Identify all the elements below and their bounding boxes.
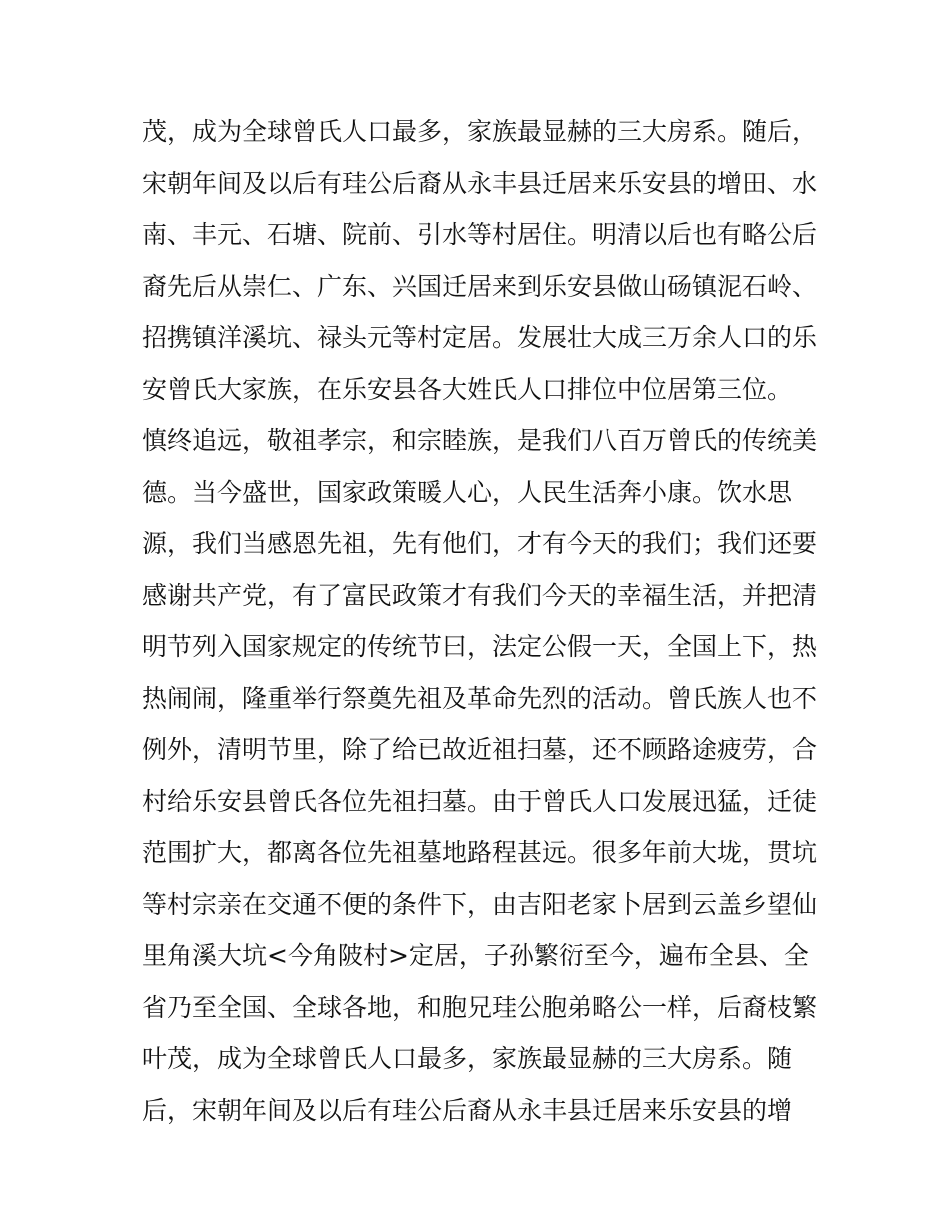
text-line: 例外，清明节里，除了给已故近祖扫墓，还不顾路途疲劳，合 [142,735,818,764]
text-line: 叶茂，成为全球曾氏人口最多，家族最显赫的三大房系。随 [142,1044,793,1073]
text-line: 热闹闹，隆重举行祭奠先祖及革命先烈的活动。曾氏族人也不 [142,683,818,713]
text-line: 茂，成为全球曾氏人口最多，家族最显赫的三大房系。随后， [142,117,818,146]
text-line: 后，宋朝年间及以后有珪公后裔从永丰县迁居来乐安县的增 [142,1095,793,1125]
text-line: 南、丰元、石塘、院前、引水等村居住。明清以后也有略公后 [142,220,818,249]
text-line: 明节列入国家规定的传统节曰，法定公假一天，全国上下，热 [142,632,818,661]
text-line: 德。当今盛世，国家政策暖人心，人民生活奔小康。饮水思 [142,477,793,507]
text-line: 裔先后从崇仁、广东、兴国迁居来到乐安县做山砀镇泥石岭、 [142,271,818,301]
text-line: 慎终追远，敬祖孝宗，和宗睦族，是我们八百万曾氏的传统美 [142,426,818,455]
text-line: 招携镇洋溪坑、禄头元等村定居。发展壮大成三万余人口的乐 [142,323,818,352]
text-line: 感谢共产党，有了富民政策才有我们今天的幸福生活，并把清 [142,580,818,610]
text-line: 省乃至全国、全球各地，和胞兄珪公胞弟略公一样，后裔枝繁 [142,992,818,1022]
text-line: 源，我们当感恩先祖，先有他们，才有今天的我们；我们还要 [142,529,818,558]
text-line: 范围扩大，都离各位先祖墓地路程甚远。很多年前大垅，贯坑 [142,838,818,867]
text-line: 里角溪大坑<今角陂村>定居，子孙繁衍至今，遍布全县、全 [142,941,809,970]
text-line: 等村宗亲在交通不便的条件下，由吉阳老家卜居到云盖乡望仙 [142,889,818,919]
text-line: 宋朝年间及以后有珪公后裔从永丰县迁居来乐安县的增田、水 [142,168,818,198]
text-line: 安曾氏大家族，在乐安县各大姓氏人口排位中位居第三位。 [142,374,793,404]
body-text [142,106,822,1136]
text-line: 村给乐安县曾氏各位先祖扫墓。由于曾氏人口发展迅猛，迁徒 [142,786,818,816]
